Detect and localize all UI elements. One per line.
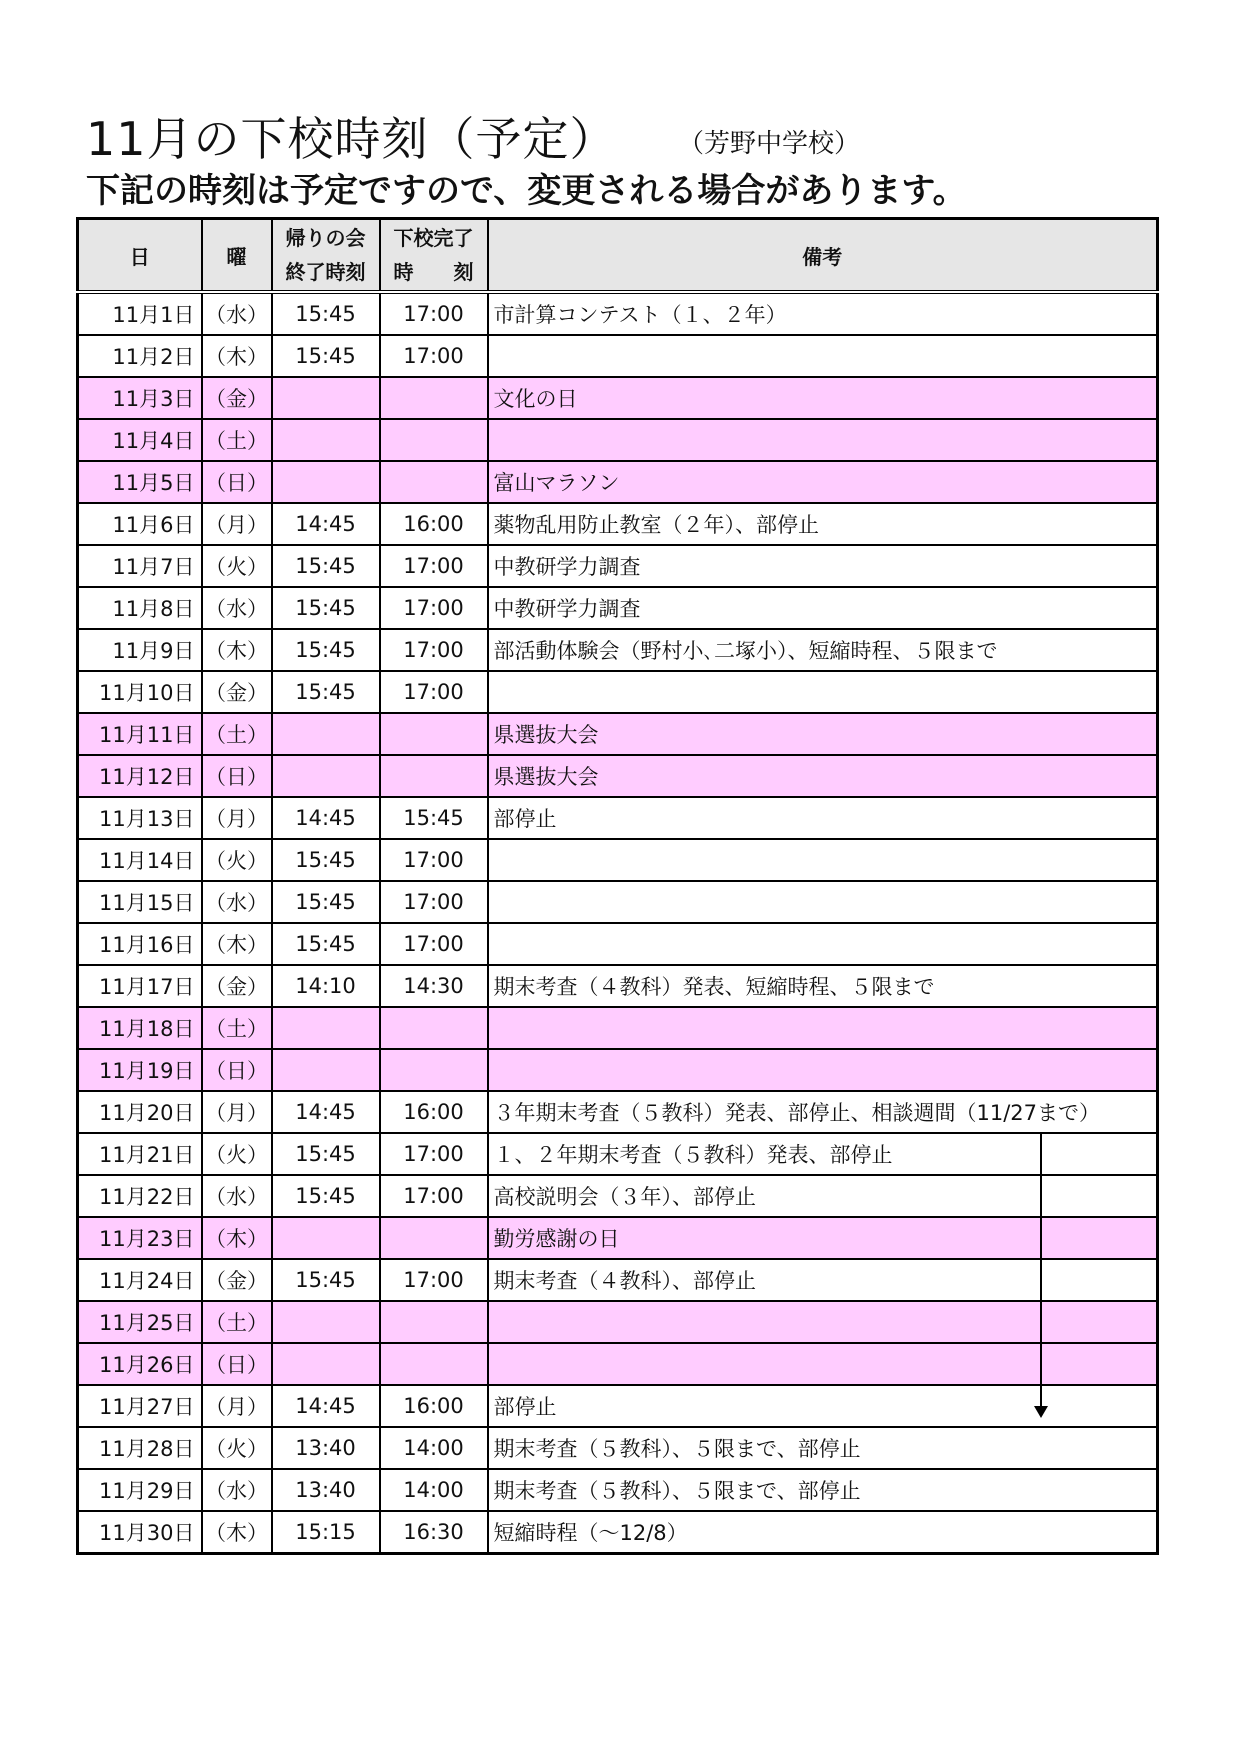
weekday-cell: （金） <box>202 377 272 419</box>
note-cell: 高校説明会（３年）、部停止 <box>488 1175 1158 1217</box>
end-time-cell: 15:45 <box>272 923 380 965</box>
end-time-cell: 15:45 <box>272 1259 380 1301</box>
weekday-cell: （月） <box>202 503 272 545</box>
dismissal-time-cell <box>380 755 488 797</box>
table-row <box>78 1259 1158 1301</box>
dismissal-time-cell: 14:00 <box>380 1427 488 1469</box>
dismissal-time-cell <box>380 1007 488 1049</box>
end-time-cell <box>272 377 380 419</box>
end-time-cell <box>272 461 380 503</box>
weekday-cell: （日） <box>202 755 272 797</box>
dismissal-time-cell: 15:45 <box>380 797 488 839</box>
weekday-cell: （日） <box>202 1049 272 1091</box>
dismissal-time-cell: 17:00 <box>380 292 488 335</box>
weekday-cell: （土） <box>202 713 272 755</box>
note-cell: １、２年期末考査（５教科）発表、部停止 <box>488 1133 1158 1175</box>
weekday-cell: （月） <box>202 1385 272 1427</box>
header-dow: 曜 <box>202 219 272 293</box>
table-row <box>78 1343 1158 1385</box>
note-cell: 文化の日 <box>488 377 1158 419</box>
note-cell: 中教研学力調査 <box>488 545 1158 587</box>
end-time-cell <box>272 1049 380 1091</box>
note-cell <box>488 1343 1158 1385</box>
table-row <box>78 461 1158 503</box>
note-cell <box>488 671 1158 713</box>
table-row <box>78 839 1158 881</box>
end-time-cell <box>272 755 380 797</box>
date-cell: 11月26日 <box>78 1343 202 1385</box>
dismissal-time-cell: 16:00 <box>380 1091 488 1133</box>
note-cell: 期末考査（４教科）、部停止 <box>488 1259 1158 1301</box>
weekday-cell: （日） <box>202 461 272 503</box>
dismissal-time-cell: 17:00 <box>380 1259 488 1301</box>
table-row <box>78 1301 1158 1343</box>
table-row <box>78 1427 1158 1469</box>
dismissal-time-cell: 16:30 <box>380 1511 488 1554</box>
date-cell: 11月17日 <box>78 965 202 1007</box>
date-cell: 11月27日 <box>78 1385 202 1427</box>
end-time-cell: 14:45 <box>272 797 380 839</box>
weekday-cell: （木） <box>202 1511 272 1554</box>
school-name: （芳野中学校） <box>678 129 861 159</box>
end-time-cell: 15:45 <box>272 671 380 713</box>
date-cell: 11月14日 <box>78 839 202 881</box>
header-dismissal-time <box>380 219 488 293</box>
end-time-cell <box>272 1217 380 1259</box>
weekday-cell: （金） <box>202 671 272 713</box>
dismissal-time-cell <box>380 1217 488 1259</box>
table-row <box>78 629 1158 671</box>
note-cell <box>488 335 1158 377</box>
date-cell: 11月22日 <box>78 1175 202 1217</box>
table-row <box>78 1469 1158 1511</box>
header-end-time <box>272 219 380 293</box>
dismissal-time-cell: 17:00 <box>380 839 488 881</box>
table-row <box>78 503 1158 545</box>
weekday-cell: （土） <box>202 1301 272 1343</box>
header-out-line2: 時 刻 <box>393 260 474 284</box>
weekday-cell: （水） <box>202 881 272 923</box>
note-cell <box>488 881 1158 923</box>
date-cell: 11月4日 <box>78 419 202 461</box>
date-cell: 11月5日 <box>78 461 202 503</box>
dismissal-time-cell: 17:00 <box>380 545 488 587</box>
date-cell: 11月9日 <box>78 629 202 671</box>
note-cell <box>488 923 1158 965</box>
weekday-cell: （土） <box>202 1007 272 1049</box>
note-cell <box>488 1049 1158 1091</box>
dismissal-time-cell <box>380 377 488 419</box>
weekday-cell: （月） <box>202 1091 272 1133</box>
end-time-cell: 15:45 <box>272 1133 380 1175</box>
period-arrow-line <box>1040 1134 1042 1408</box>
end-time-cell: 15:45 <box>272 839 380 881</box>
dismissal-time-cell: 17:00 <box>380 587 488 629</box>
table-row <box>78 1049 1158 1091</box>
date-cell: 11月13日 <box>78 797 202 839</box>
dismissal-time-cell: 17:00 <box>380 881 488 923</box>
header-end-line2: 終了時刻 <box>285 260 366 284</box>
end-time-cell <box>272 1301 380 1343</box>
dismissal-time-cell: 17:00 <box>380 923 488 965</box>
weekday-cell: （日） <box>202 1343 272 1385</box>
dismissal-time-cell <box>380 1343 488 1385</box>
weekday-cell: （水） <box>202 587 272 629</box>
table-row <box>78 713 1158 755</box>
weekday-cell: （木） <box>202 629 272 671</box>
note-cell: 部活動体験会（野村小､二塚小）、短縮時程、５限まで <box>488 629 1158 671</box>
end-time-cell: 15:45 <box>272 587 380 629</box>
date-cell: 11月24日 <box>78 1259 202 1301</box>
dismissal-time-cell <box>380 1301 488 1343</box>
table-row <box>78 1385 1158 1427</box>
note-cell: 勤労感謝の日 <box>488 1217 1158 1259</box>
weekday-cell: （水） <box>202 1469 272 1511</box>
date-cell: 11月18日 <box>78 1007 202 1049</box>
dismissal-time-cell: 14:00 <box>380 1469 488 1511</box>
end-time-cell: 15:45 <box>272 545 380 587</box>
date-cell: 11月21日 <box>78 1133 202 1175</box>
table-row <box>78 881 1158 923</box>
weekday-cell: （火） <box>202 1133 272 1175</box>
table-row <box>78 292 1158 335</box>
weekday-cell: （火） <box>202 839 272 881</box>
weekday-cell: （火） <box>202 545 272 587</box>
table-row <box>78 797 1158 839</box>
date-cell: 11月23日 <box>78 1217 202 1259</box>
weekday-cell: （水） <box>202 1175 272 1217</box>
note-cell: 短縮時程（～12/8） <box>488 1511 1158 1554</box>
end-time-cell <box>272 713 380 755</box>
date-cell: 11月16日 <box>78 923 202 965</box>
date-cell: 11月29日 <box>78 1469 202 1511</box>
table-row <box>78 923 1158 965</box>
end-time-cell: 14:45 <box>272 1091 380 1133</box>
note-cell: 期末考査（５教科）、５限まで、部停止 <box>488 1469 1158 1511</box>
date-cell: 11月11日 <box>78 713 202 755</box>
date-cell: 11月30日 <box>78 1511 202 1554</box>
end-time-cell: 14:45 <box>272 1385 380 1427</box>
date-cell: 11月10日 <box>78 671 202 713</box>
header-out-line1: 下校完了 <box>393 226 474 250</box>
schedule-body <box>78 292 1158 1554</box>
table-row <box>78 1217 1158 1259</box>
date-cell: 11月28日 <box>78 1427 202 1469</box>
weekday-cell: （木） <box>202 923 272 965</box>
table-row <box>78 419 1158 461</box>
weekday-cell: （金） <box>202 965 272 1007</box>
note-cell <box>488 839 1158 881</box>
end-time-cell: 14:10 <box>272 965 380 1007</box>
note-cell: 中教研学力調査 <box>488 587 1158 629</box>
end-time-cell: 15:45 <box>272 335 380 377</box>
table-row <box>78 545 1158 587</box>
header-note: 備考 <box>488 219 1158 293</box>
dismissal-time-cell: 17:00 <box>380 1133 488 1175</box>
table-row <box>78 965 1158 1007</box>
date-cell: 11月15日 <box>78 881 202 923</box>
date-cell: 11月12日 <box>78 755 202 797</box>
date-cell: 11月19日 <box>78 1049 202 1091</box>
header-date: 日 <box>78 219 202 293</box>
date-cell: 11月20日 <box>78 1091 202 1133</box>
date-cell: 11月7日 <box>78 545 202 587</box>
end-time-cell <box>272 1007 380 1049</box>
table-row <box>78 335 1158 377</box>
note-cell: 部停止 <box>488 1385 1158 1427</box>
notice-text: 下記の時刻は予定ですので、変更される場合があります。 <box>86 171 967 211</box>
end-time-cell: 15:45 <box>272 292 380 335</box>
table-row <box>78 755 1158 797</box>
end-time-cell <box>272 419 380 461</box>
end-time-cell: 15:45 <box>272 1175 380 1217</box>
note-cell: 部停止 <box>488 797 1158 839</box>
arrow-down-icon <box>1034 1406 1048 1418</box>
header-row <box>78 219 1158 293</box>
table-row <box>78 587 1158 629</box>
weekday-cell: （月） <box>202 797 272 839</box>
end-time-cell: 13:40 <box>272 1469 380 1511</box>
weekday-cell: （木） <box>202 1217 272 1259</box>
weekday-cell: （火） <box>202 1427 272 1469</box>
note-cell: 期末考査（４教科）発表、短縮時程、５限まで <box>488 965 1158 1007</box>
note-cell: 富山マラソン <box>488 461 1158 503</box>
end-time-cell: 13:40 <box>272 1427 380 1469</box>
end-time-cell: 15:45 <box>272 881 380 923</box>
note-cell <box>488 1007 1158 1049</box>
dismissal-time-cell: 17:00 <box>380 671 488 713</box>
date-cell: 11月8日 <box>78 587 202 629</box>
note-cell: 市計算コンテスト（１、２年） <box>488 292 1158 335</box>
end-time-cell: 15:15 <box>272 1511 380 1554</box>
dismissal-time-cell: 17:00 <box>380 1175 488 1217</box>
end-time-cell: 15:45 <box>272 629 380 671</box>
dismissal-time-cell: 16:00 <box>380 1385 488 1427</box>
note-cell <box>488 1301 1158 1343</box>
table-row <box>78 1007 1158 1049</box>
table-row <box>78 1133 1158 1175</box>
dismissal-time-cell: 17:00 <box>380 335 488 377</box>
end-time-cell <box>272 1343 380 1385</box>
note-cell: ３年期末考査（５教科）発表、部停止、相談週間（11/27まで） <box>488 1091 1158 1133</box>
dismissal-time-cell <box>380 1049 488 1091</box>
date-cell: 11月1日 <box>78 292 202 335</box>
dismissal-time-cell: 16:00 <box>380 503 488 545</box>
note-cell: 期末考査（５教科）、５限まで、部停止 <box>488 1427 1158 1469</box>
weekday-cell: （金） <box>202 1259 272 1301</box>
table-row <box>78 1511 1158 1554</box>
note-cell: 薬物乱用防止教室（２年）、部停止 <box>488 503 1158 545</box>
schedule-table <box>76 217 1159 1555</box>
table-row <box>78 377 1158 419</box>
date-cell: 11月2日 <box>78 335 202 377</box>
dismissal-time-cell: 17:00 <box>380 629 488 671</box>
note-cell: 県選抜大会 <box>488 713 1158 755</box>
table-row <box>78 1091 1158 1133</box>
dismissal-time-cell: 14:30 <box>380 965 488 1007</box>
table-row <box>78 671 1158 713</box>
end-time-cell: 14:45 <box>272 503 380 545</box>
date-cell: 11月3日 <box>78 377 202 419</box>
note-cell <box>488 419 1158 461</box>
weekday-cell: （木） <box>202 335 272 377</box>
page-title: 11月の下校時刻（予定） <box>86 112 617 166</box>
date-cell: 11月25日 <box>78 1301 202 1343</box>
weekday-cell: （土） <box>202 419 272 461</box>
date-cell: 11月6日 <box>78 503 202 545</box>
dismissal-time-cell <box>380 419 488 461</box>
note-cell: 県選抜大会 <box>488 755 1158 797</box>
dismissal-time-cell <box>380 713 488 755</box>
table-row <box>78 1175 1158 1217</box>
dismissal-time-cell <box>380 461 488 503</box>
header-end-line1: 帰りの会 <box>285 226 366 250</box>
weekday-cell: （水） <box>202 292 272 335</box>
